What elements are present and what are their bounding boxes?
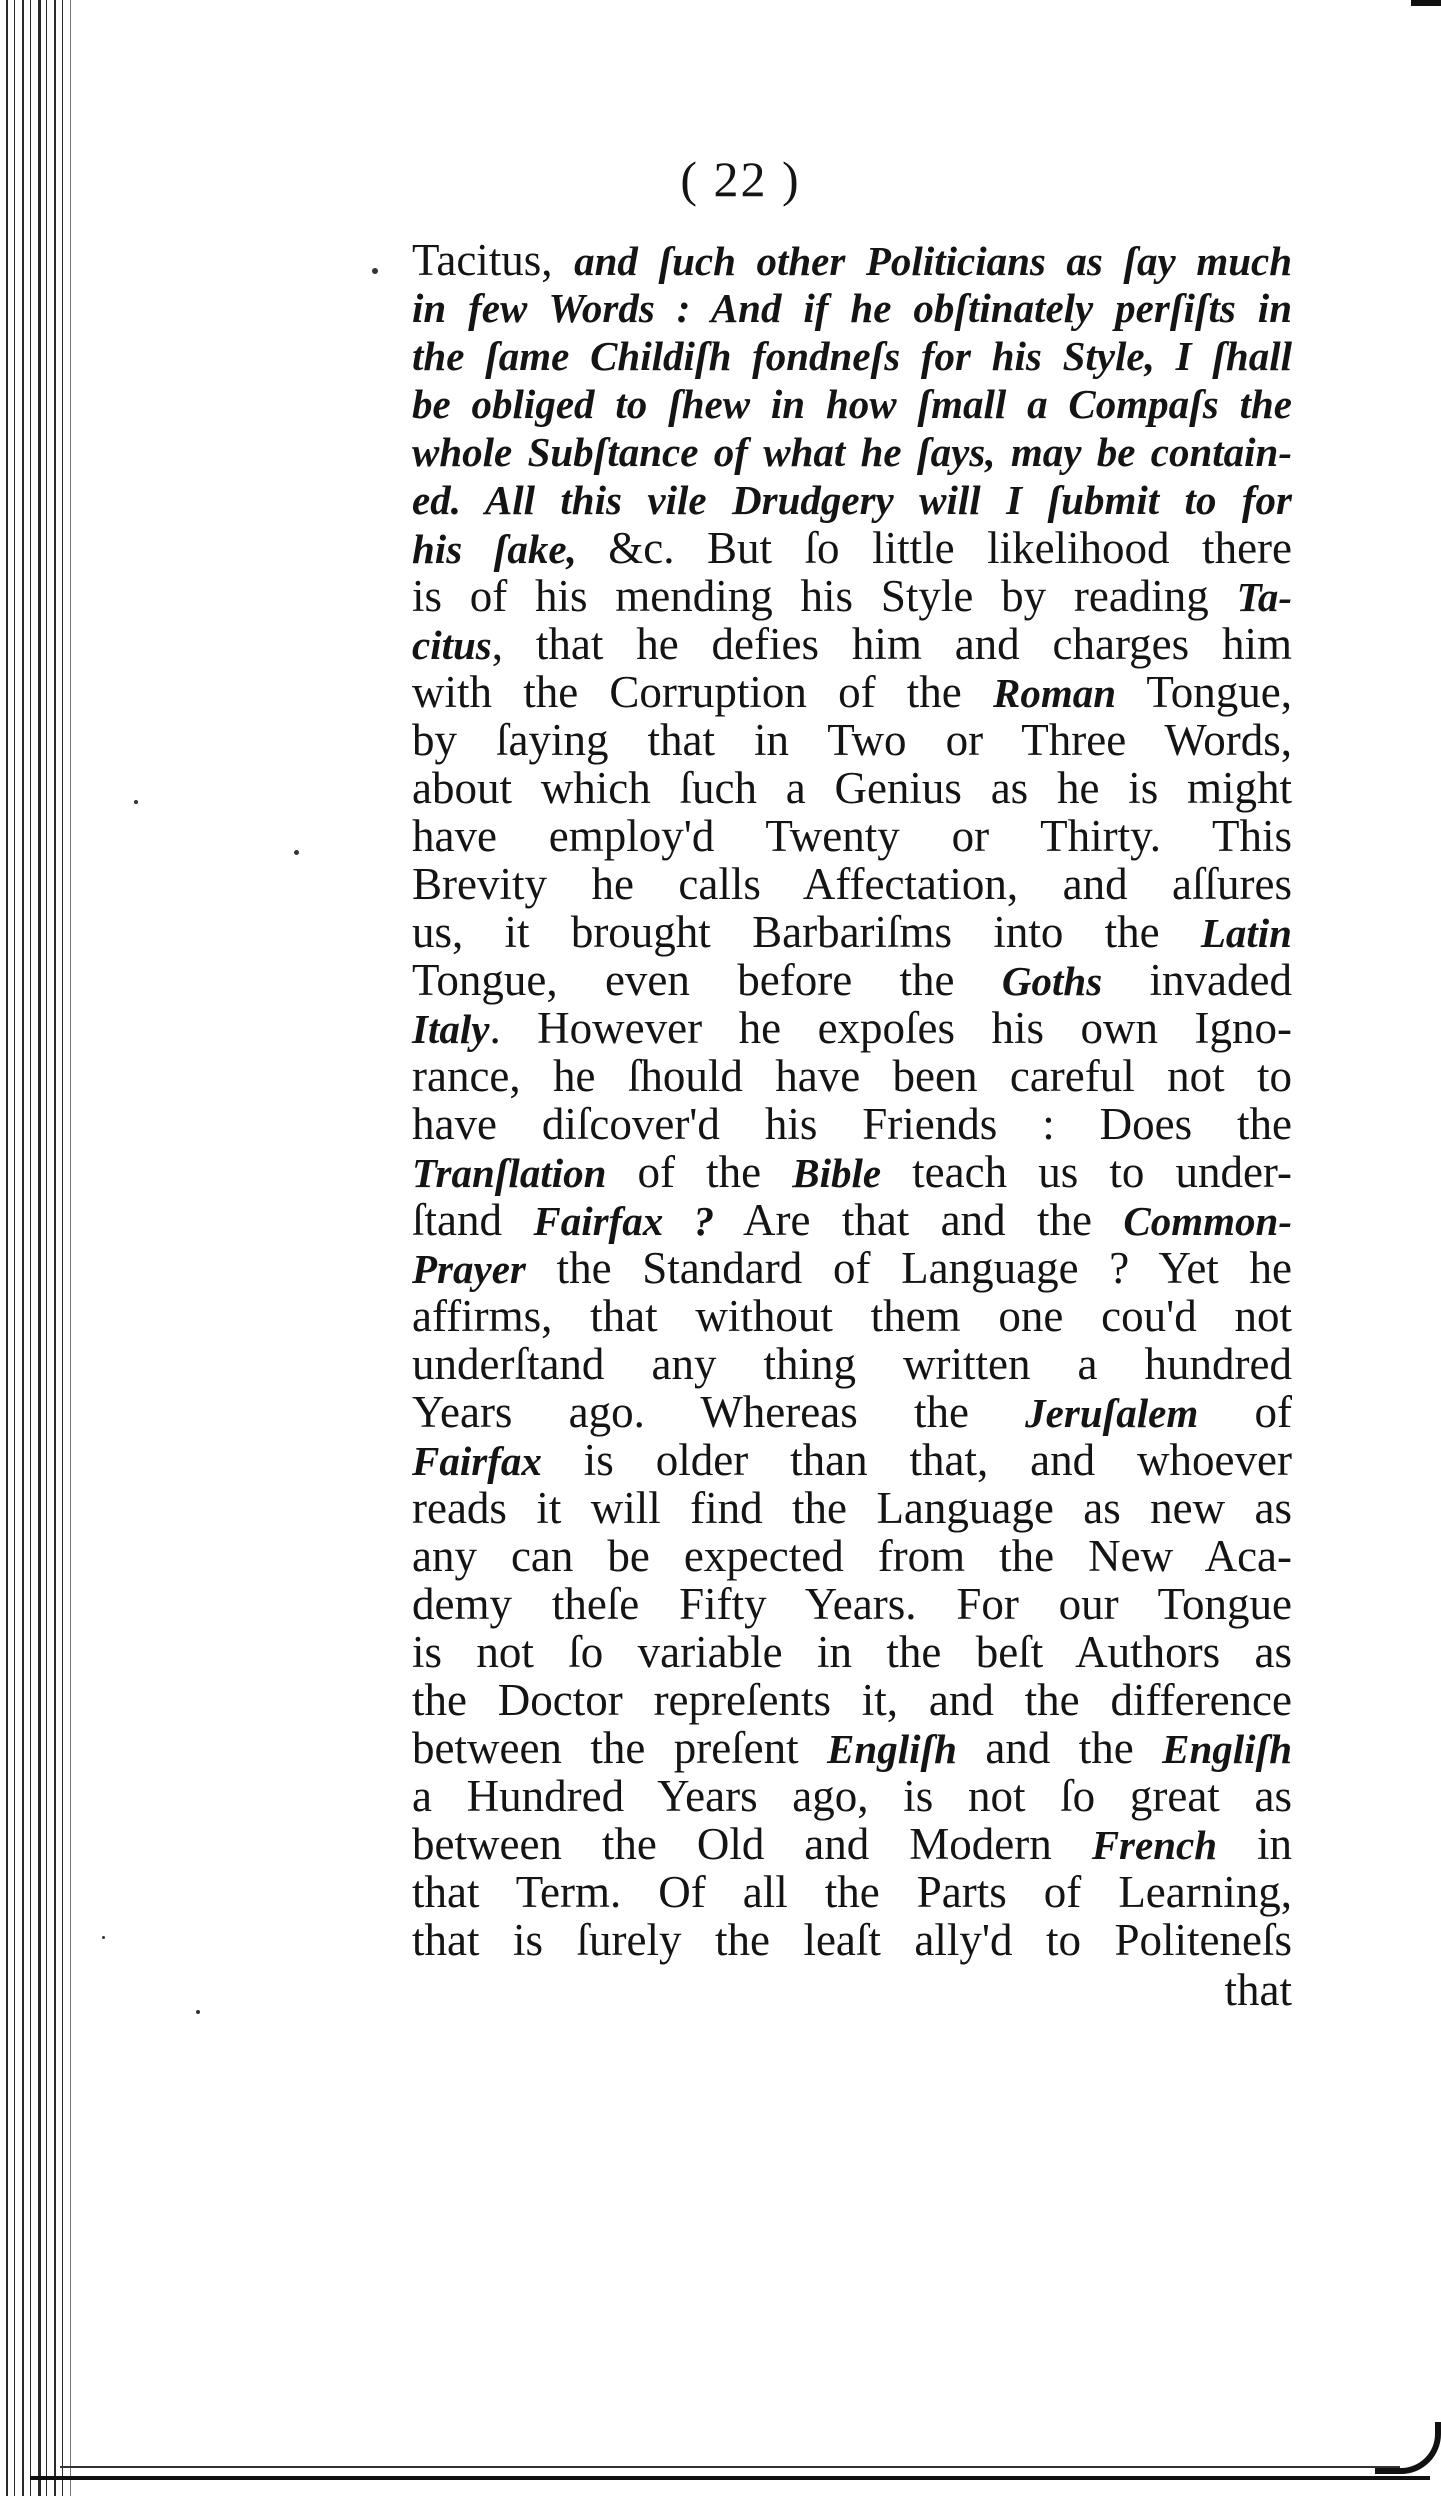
- roman-segment: have diſcover'd his Friends : Does the: [412, 1099, 1292, 1149]
- roman-segment: the Standard of Language ? Yet he: [525, 1243, 1292, 1293]
- roman-segment: underſtand any thing written a hundred: [412, 1339, 1292, 1389]
- italic-segment: the ſame Childiſh fondneſs for his Style, I ſhall: [412, 333, 1292, 379]
- italic-segment: Bible: [792, 1150, 882, 1196]
- roman-segment: is not ſo variable in the beſt Authors as: [412, 1627, 1292, 1677]
- italic-segment: Italy: [412, 1006, 490, 1052]
- ink-speck: [134, 800, 138, 804]
- text-line: [412, 1388, 1292, 1436]
- italic-segment: citus: [412, 622, 492, 668]
- text-line: [412, 1484, 1292, 1532]
- page-bottom-edge: [30, 2476, 1430, 2480]
- text-line: [412, 524, 1292, 572]
- italic-segment: Engliſh: [827, 1726, 957, 1772]
- italic-segment: Engliſh: [1162, 1726, 1292, 1772]
- text-line: [412, 1148, 1292, 1196]
- text-line: [412, 236, 1292, 284]
- roman-segment: reads it will find the Language as new as: [412, 1483, 1292, 1533]
- roman-segment: have employ'd Twenty or Thirty. This: [412, 811, 1292, 861]
- italic-segment: Common-: [1123, 1198, 1292, 1244]
- roman-segment: affirms, that without them one cou'd not: [412, 1291, 1292, 1341]
- italic-segment: Jeruſalem: [1025, 1390, 1199, 1436]
- text-line: [412, 1244, 1292, 1292]
- italic-segment: ed. All this vile Drudgery will I ſubmit to for: [412, 477, 1292, 523]
- roman-segment: ſtand: [412, 1195, 534, 1245]
- roman-segment: &c. But ſo little likelihood there: [608, 523, 1292, 573]
- italic-segment: in few Words : And if he obſtinately perſiſts in: [412, 285, 1292, 331]
- roman-segment: and the: [956, 1723, 1163, 1773]
- text-line: [412, 572, 1292, 620]
- italic-segment: Ta-: [1236, 574, 1292, 620]
- page-number: ( 22 ): [680, 151, 801, 207]
- catchword: that: [1224, 1965, 1292, 2015]
- ink-speck: [196, 2010, 200, 2014]
- binding-gutter: [0, 0, 90, 2496]
- text-line: [412, 764, 1292, 812]
- text-line: [412, 1724, 1292, 1772]
- roman-segment: invaded: [1102, 955, 1292, 1005]
- text-line: [412, 860, 1292, 908]
- text-line: [412, 812, 1292, 860]
- roman-segment: of the: [606, 1147, 793, 1197]
- text-line: [412, 1628, 1292, 1676]
- text-line: [412, 476, 1292, 524]
- roman-segment: Brevity he calls Affectation, and aſſures: [412, 859, 1292, 909]
- italic-segment: be obliged to ſhew in how ſmall a Compaſs the: [412, 381, 1292, 427]
- roman-segment: us, it brought Barbariſms into the: [412, 907, 1201, 957]
- italic-segment: Roman: [992, 670, 1117, 716]
- roman-segment: a Hundred Years ago, is not ſo great as: [412, 1771, 1292, 1821]
- page-curl: [1375, 2422, 1441, 2474]
- text-line: [412, 1292, 1292, 1340]
- roman-segment: any can be expected from the New Aca-: [412, 1531, 1292, 1581]
- text-line: [412, 1532, 1292, 1580]
- text-line: [412, 620, 1292, 668]
- roman-segment: demy theſe Fifty Years. For our Tongue: [412, 1579, 1292, 1629]
- text-line: [412, 668, 1292, 716]
- italic-segment: French: [1091, 1822, 1218, 1868]
- roman-segment: with the Corruption of the: [412, 667, 993, 717]
- body-text: [412, 236, 1292, 2014]
- roman-segment: in: [1217, 1819, 1292, 1869]
- roman-segment: is of his mending his Style by reading: [412, 571, 1237, 621]
- roman-segment: is older than that, and whoever: [541, 1435, 1292, 1485]
- roman-segment: the Doctor repreſents it, and the difference: [412, 1675, 1292, 1725]
- italic-segment: Prayer: [412, 1246, 526, 1292]
- text-line: [412, 1772, 1292, 1820]
- text-line: [412, 1820, 1292, 1868]
- text-line: [412, 1676, 1292, 1724]
- text-line: [412, 1916, 1292, 1964]
- roman-segment: Tongue, even before the: [412, 955, 1002, 1005]
- roman-segment: , that he defies him and charges him: [491, 619, 1292, 669]
- roman-segment: between the Old and Modern: [412, 1819, 1092, 1869]
- roman-segment: of: [1198, 1387, 1292, 1437]
- text-line: [412, 1436, 1292, 1484]
- text-line: [412, 956, 1292, 1004]
- text-line: [412, 1580, 1292, 1628]
- text-line: [412, 1100, 1292, 1148]
- roman-segment: by ſaying that in Two or Three Words,: [412, 715, 1292, 765]
- italic-segment: and ſuch other Politicians as ſay much: [574, 238, 1293, 284]
- italic-segment: Fairfax: [412, 1438, 542, 1484]
- roman-segment: Years ago. Whereas the: [412, 1387, 1026, 1437]
- roman-segment: teach us to under-: [881, 1147, 1292, 1197]
- text-line: [412, 1868, 1292, 1916]
- italic-segment: Goths: [1001, 958, 1103, 1004]
- page-corner-mark: [1411, 0, 1441, 6]
- text-line: [412, 1340, 1292, 1388]
- roman-segment: that Term. Of all the Parts of Learning,: [412, 1867, 1292, 1917]
- ink-speck: [294, 850, 299, 855]
- roman-segment: Tacitus,: [412, 235, 575, 285]
- text-line: [412, 332, 1292, 380]
- text-line: [412, 1196, 1292, 1244]
- italic-segment: Fairfax ?: [533, 1198, 715, 1244]
- ink-speck: [102, 1936, 105, 1939]
- italic-segment: his ſake,: [412, 526, 609, 572]
- italic-segment: Tranſlation: [412, 1150, 607, 1196]
- text-line: [412, 716, 1292, 764]
- text-line: [412, 380, 1292, 428]
- roman-segment: about which ſuch a Genius as he is might: [412, 763, 1292, 813]
- text-line: [412, 1004, 1292, 1052]
- roman-segment: between the preſent: [412, 1723, 828, 1773]
- roman-segment: . However he expoſes his own Igno-: [489, 1003, 1292, 1053]
- roman-segment: that is ſurely the leaſt ally'd to Politeneſs: [412, 1915, 1292, 1965]
- text-line: [412, 1052, 1292, 1100]
- text-line: [412, 908, 1292, 956]
- roman-segment: Tongue,: [1116, 667, 1292, 717]
- text-line: [412, 428, 1292, 476]
- page-bottom-edge-inner: [60, 2466, 1400, 2468]
- roman-segment: Are that and the: [714, 1195, 1124, 1245]
- italic-segment: whole Subſtance of what he ſays, may be contain-: [412, 429, 1292, 475]
- italic-segment: Latin: [1200, 910, 1292, 956]
- ink-speck: [372, 268, 378, 274]
- roman-segment: rance, he ſhould have been careful not to: [412, 1051, 1292, 1101]
- text-line: [412, 284, 1292, 332]
